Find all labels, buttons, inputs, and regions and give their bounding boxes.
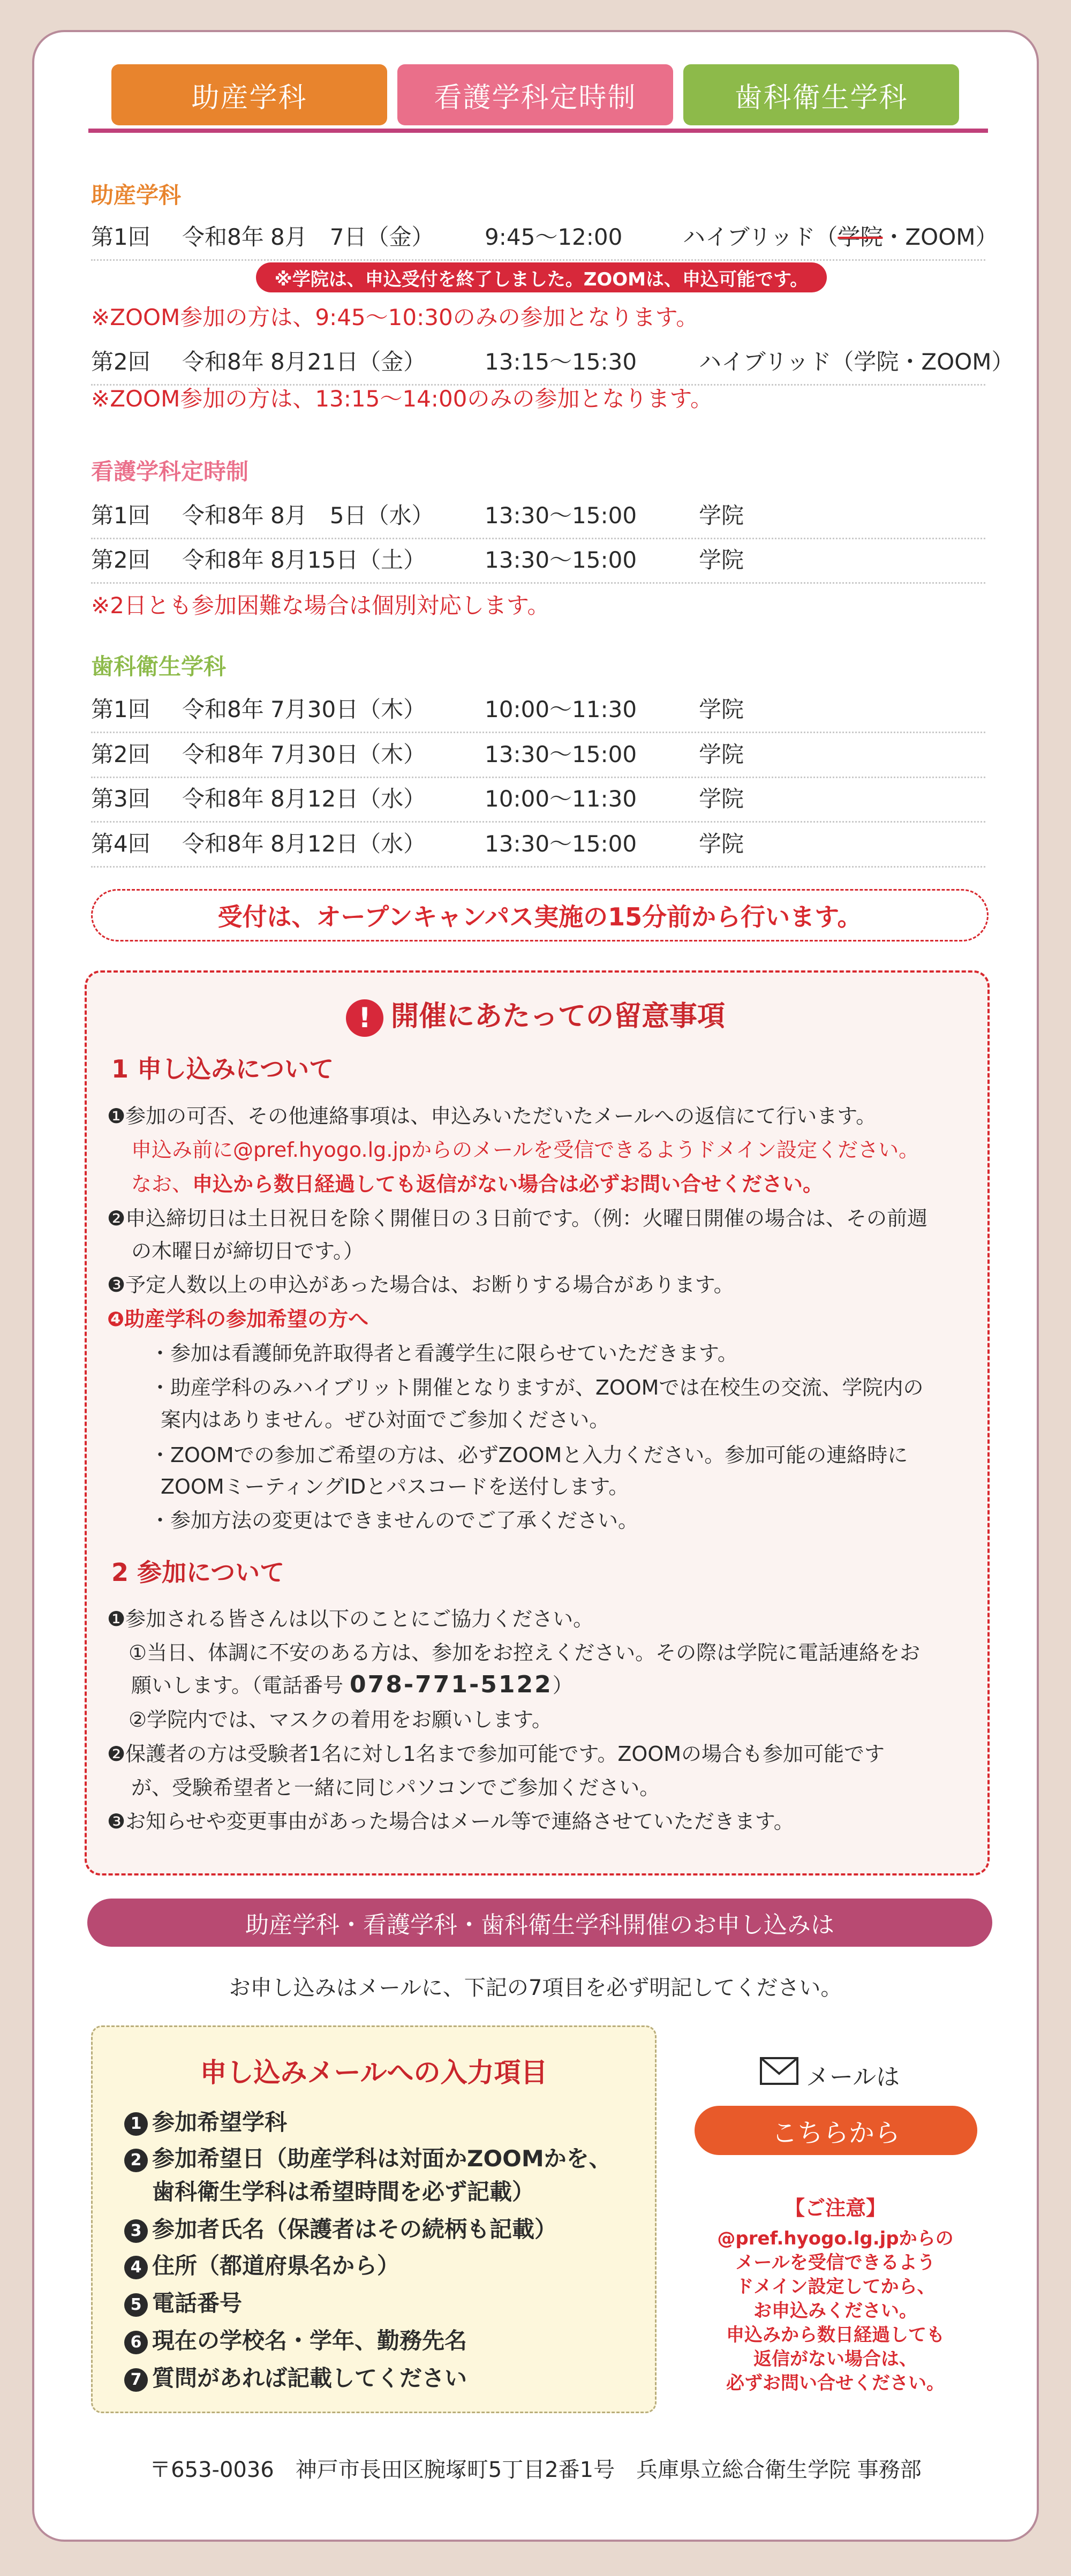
mail-note-line: ドメイン設定してから、 xyxy=(735,2276,936,2298)
tab-kango[interactable]: 看護学科定時制 xyxy=(397,64,673,125)
caution-line: ・参加は看護師免許取得者と看護学生に限らせていただきます。 xyxy=(150,1342,738,1365)
josan-r2-note: ※ZOOM参加の方は、13:15〜14:00のみの参加となります。 xyxy=(91,386,713,412)
tab-shika[interactable]: 歯科衛生学科 xyxy=(683,64,959,125)
number-icon: 6 xyxy=(124,2331,148,2354)
row-era: 令和8年 xyxy=(182,349,264,375)
kango-note: ※2日とも参加困難な場合は個別対応します。 xyxy=(91,592,550,619)
josan-closed-pill: ※学院は、申込受付を終了しました。ZOOMは、申込可能です。 xyxy=(256,262,827,292)
mail-note-line: 返信がない場合は、 xyxy=(753,2348,917,2370)
input-items-title: 申し込みメールへの入力項目 xyxy=(200,2057,548,2088)
row-era: 令和8年 xyxy=(182,696,264,722)
list-item: 1 参加希望学科 xyxy=(124,2105,287,2137)
row-date: 8月21日（金） xyxy=(270,349,426,375)
caution-line: ・参加方法の変更はできませんのでご了承ください。 xyxy=(150,1509,639,1532)
row-era: 令和8年 xyxy=(182,502,264,529)
list-item: 6 現在の学校名・学年、勤務先名 xyxy=(124,2323,467,2355)
caution-line: ZOOMミーティングIDとパスコードを送付します。 xyxy=(161,1475,629,1498)
caution-line: 願いします。（電話番号 078-771-5122） xyxy=(131,1671,573,1698)
schedule-row xyxy=(91,692,985,733)
row-era: 令和8年 xyxy=(182,224,264,250)
row-place: 学院 xyxy=(699,831,744,857)
caution-line: ②学院内では、マスクの着用をお願いします。 xyxy=(129,1708,553,1731)
caution-line: ❸予定人数以上の申込があった場合は、お断りする場合があります。 xyxy=(107,1273,734,1297)
row-place: ハイブリッド（学院・ZOOM） xyxy=(699,349,1014,375)
caution-line: ❸お知らせや変更事由があった場合はメール等で連絡させていただきます。 xyxy=(107,1810,794,1833)
row-no: 第3回 xyxy=(91,786,150,812)
row-no: 第2回 xyxy=(91,741,150,767)
caution-line: ・ZOOMでの参加ご希望の方は、必ずZOOMと入力ください。参加可能の連絡時に xyxy=(150,1443,908,1467)
list-item: 3 参加者氏名（保護者はその続柄も記載） xyxy=(124,2212,557,2244)
schedule-row xyxy=(91,543,985,584)
row-era: 令和8年 xyxy=(182,786,264,812)
shika-section-title: 歯科衛生学科 xyxy=(91,653,227,680)
mail-note-line: メールを受信できるよう xyxy=(735,2252,936,2273)
caution-line: ❶参加の可否、その他連絡事項は、申込みいただいたメールへの返信にて行います。 xyxy=(107,1104,877,1128)
row-place: 学院 xyxy=(699,741,744,767)
schedule-row xyxy=(91,498,985,539)
caution-line: ・助産学科のみハイブリット開催となりますが、ZOOMでは在校生の交流、学院内の xyxy=(150,1376,924,1399)
list-item: 2 参加希望日（助産学科は対面かZOOMかを、 xyxy=(124,2141,612,2173)
caution-line: ❷申込締切日は土日祝日を除く開催日の３日前です。（例：火曜日開催の場合は、その前週 xyxy=(107,1207,928,1230)
caution-title xyxy=(0,993,1071,1037)
reception-notice: 受付は、オープンキャンパス実施の15分前から行います。 xyxy=(91,889,989,941)
tab-underline xyxy=(88,129,988,133)
mail-label: メールは xyxy=(806,2063,900,2091)
number-icon: 2 xyxy=(124,2149,148,2172)
row-era: 令和8年 xyxy=(182,831,264,857)
caution-line: ①当日、体調に不安のある方は、参加をお控えください。その際は学院に電話連絡をお xyxy=(129,1641,921,1664)
caution-line: 案内はありません。ぜひ対面でご参加ください。 xyxy=(161,1408,610,1432)
schedule-row xyxy=(91,344,1014,386)
caution-line: なお、申込から数日経過しても返信がない場合は必ずお問い合せください。 xyxy=(131,1172,824,1196)
josan-section-title: 助産学科 xyxy=(91,182,182,208)
caution-line: の木曜日が締切日です。） xyxy=(131,1239,364,1263)
application-subtitle: お申し込みはメールに、下記の7項目を必ず明記してください。 xyxy=(229,1976,842,2000)
row-date: 7月30日（木） xyxy=(270,696,426,722)
row-no: 第1回 xyxy=(91,502,150,529)
tab-josan[interactable]: 助産学科 xyxy=(111,64,387,125)
mail-note-line: お申込みください。 xyxy=(753,2300,917,2322)
row-time: 13:30〜15:00 xyxy=(485,547,637,573)
schedule-row xyxy=(91,781,985,823)
row-date: 7月30日（木） xyxy=(270,741,426,767)
kango-section-title: 看護学科定時制 xyxy=(91,458,249,485)
row-no: 第2回 xyxy=(91,349,150,375)
row-era: 令和8年 xyxy=(182,547,264,573)
list-item: 7 質問があれば記載してください xyxy=(124,2361,467,2393)
mail-note-line: 必ずお問い合せください。 xyxy=(726,2372,945,2394)
footer-address: 〒653-0036 神戸市長田区腕塚町5丁目2番1号 兵庫県立総合衛生学院 事務部 xyxy=(149,2458,922,2482)
schedule-row xyxy=(91,737,985,778)
list-item: 5 電話番号 xyxy=(124,2286,242,2318)
list-item: 4 住所（都道府県名から） xyxy=(124,2248,399,2280)
row-place: 学院 xyxy=(699,696,744,722)
row-era: 令和8年 xyxy=(182,741,264,767)
list-item-continued: 歯科衛生学科は希望時間を必ず記載） xyxy=(152,2179,535,2205)
row-time: 13:30〜15:00 xyxy=(485,831,637,857)
phone-number: 078-771-5122 xyxy=(350,1671,553,1698)
mail-link-button[interactable]: こちらから xyxy=(695,2106,977,2155)
row-date: 8月 5日（水） xyxy=(270,502,434,529)
row-date: 8月15日（土） xyxy=(270,547,426,573)
row-no: 第2回 xyxy=(91,547,150,573)
application-band: 助産学科・看護学科・歯科衛生学科開催のお申し込みは xyxy=(87,1899,992,1947)
caution-title-text: 開催にあたっての留意事項 xyxy=(390,1000,725,1033)
caution-line: が、受験希望者と一緒に同じパソコンでご参加ください。 xyxy=(131,1776,660,1799)
caution-line: ❶参加される皆さんは以下のことにご協力ください。 xyxy=(107,1607,594,1631)
row-time: 10:00〜11:30 xyxy=(485,786,637,812)
row-time: 9:45〜12:00 xyxy=(485,224,623,250)
row-date: 8月 7日（金） xyxy=(270,224,434,250)
row-time: 13:30〜15:00 xyxy=(485,502,637,529)
row-time: 10:00〜11:30 xyxy=(485,696,637,722)
mail-note-line: @pref.hyogo.lg.jpからの xyxy=(717,2228,954,2249)
number-icon: 3 xyxy=(124,2219,148,2243)
row-date: 8月12日（水） xyxy=(270,786,426,812)
caution-heading-1: 1 申し込みについて xyxy=(111,1054,334,1083)
mail-note-title: 【ご注意】 xyxy=(784,2196,886,2220)
mail-icon xyxy=(759,2057,799,2085)
number-icon: 7 xyxy=(124,2368,148,2392)
number-icon: 5 xyxy=(124,2293,148,2317)
row-place: 学院 xyxy=(699,547,744,573)
row-place: ハイブリッド（学院・ZOOM） xyxy=(683,224,998,250)
number-icon: 1 xyxy=(124,2112,148,2136)
caution-line: ❷保護者の方は受験者1名に対し1名まで参加可能です。ZOOMの場合も参加可能です xyxy=(107,1742,885,1766)
row-time: 13:30〜15:00 xyxy=(485,741,637,767)
row-date: 8月12日（水） xyxy=(270,831,426,857)
exclamation-icon: ! xyxy=(346,999,383,1037)
schedule-row xyxy=(91,826,985,868)
mail-note-line: 申込みから数日経過しても xyxy=(726,2324,945,2346)
row-no: 第4回 xyxy=(91,831,150,857)
caution-line: 申込み前に@pref.hyogo.lg.jpからのメールを受信できるようドメイン設定ください。 xyxy=(131,1138,919,1162)
row-no: 第1回 xyxy=(91,696,150,722)
row-place: 学院 xyxy=(699,502,744,529)
schedule-row xyxy=(91,220,998,261)
row-time: 13:15〜15:30 xyxy=(485,349,637,375)
josan-r1-note: ※ZOOM参加の方は、9:45〜10:30のみの参加となります。 xyxy=(91,304,699,330)
row-place: 学院 xyxy=(699,786,744,812)
caution-line: ❹助産学科の参加希望の方へ xyxy=(107,1307,369,1331)
row-no: 第1回 xyxy=(91,224,150,250)
caution-heading-2: 2 参加について xyxy=(111,1558,285,1587)
number-icon: 4 xyxy=(124,2256,148,2279)
